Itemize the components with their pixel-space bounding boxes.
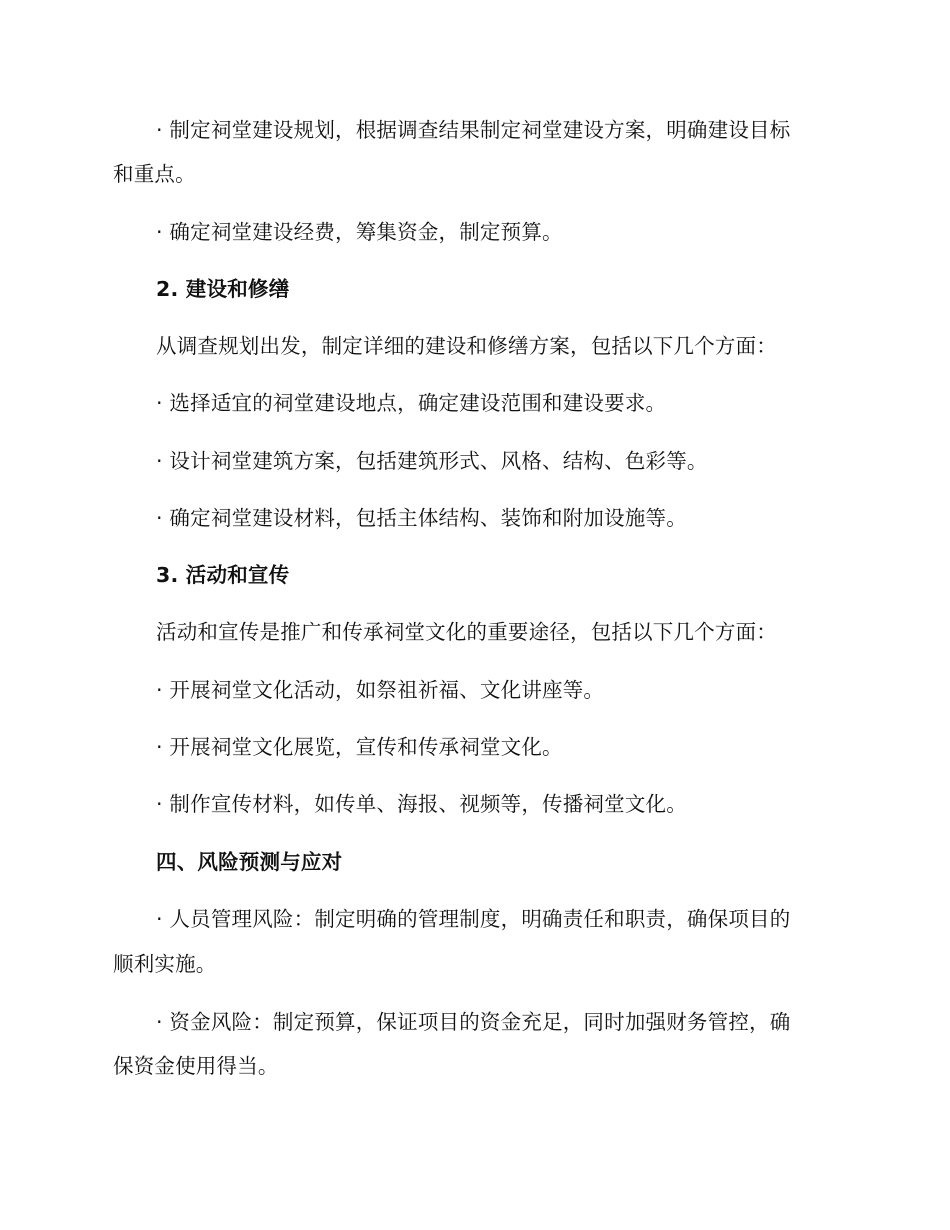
bullet-personnel-risk-line-1: · 人员管理风险：制定明确的管理制度，明确责任和职责，确保项目的: [156, 907, 791, 931]
section-heading-activities: 3. 活动和宣传: [156, 563, 290, 587]
bullet-promo-materials: · 制作宣传材料，如传单、海报、视频等，传播祠堂文化。: [156, 792, 687, 816]
section-heading-construction: 2. 建设和修缮: [156, 277, 290, 301]
bullet-materials: · 确定祠堂建设材料，包括主体结构、装饰和附加设施等。: [156, 506, 687, 530]
bullet-funding-risk-line-1: · 资金风险：制定预算，保证项目的资金充足，同时加强财务管控，确: [156, 1010, 791, 1034]
bullet-cultural-activities: · 开展祠堂文化活动，如祭祖祈福、文化讲座等。: [156, 678, 605, 702]
section-heading-risk: 四、风险预测与应对: [156, 850, 343, 874]
bullet-budget: · 确定祠堂建设经费，筹集资金，制定预算。: [156, 220, 563, 244]
bullet-personnel-risk-line-2: 顺利实施。: [113, 952, 217, 976]
bullet-funding-risk-line-2: 保资金使用得当。: [113, 1054, 279, 1078]
bullet-site: · 选择适宜的祠堂建设地点，确定建设范围和建设要求。: [156, 391, 667, 415]
construction-intro: 从调查规划出发，制定详细的建设和修缮方案，包括以下几个方面：: [156, 334, 777, 358]
activities-intro: 活动和宣传是推广和传承祠堂文化的重要途径，包括以下几个方面：: [156, 620, 777, 644]
bullet-design: · 设计祠堂建筑方案，包括建筑形式、风格、结构、色彩等。: [156, 449, 708, 473]
bullet-plan-line-1: · 制定祠堂建设规划，根据调查结果制定祠堂建设方案，明确建设目标: [156, 118, 791, 142]
bullet-plan-line-2: 和重点。: [113, 162, 196, 186]
bullet-exhibition: · 开展祠堂文化展览，宣传和传承祠堂文化。: [156, 735, 563, 759]
